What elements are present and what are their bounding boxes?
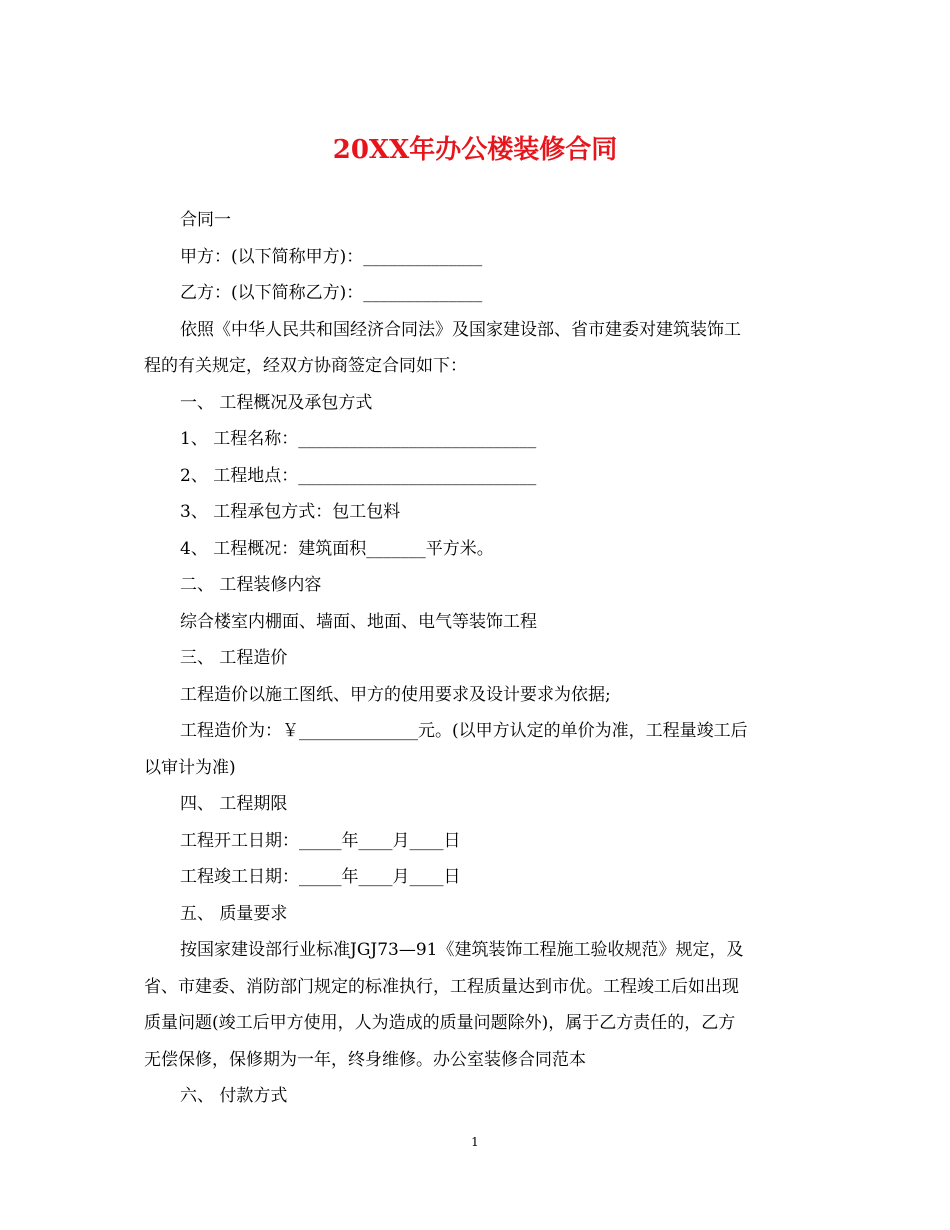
section-heading-cost: 三、 工程造价	[180, 648, 288, 668]
quality-line-4: 无偿保修，保修期为一年，终身维修。办公室装修合同范本	[144, 1049, 586, 1070]
preamble-line-2: 程的有关规定，经双方协商签定合同如下：	[144, 356, 467, 376]
section-heading-content: 二、 工程装修内容	[180, 575, 322, 595]
section-heading-contract-one: 合同一	[180, 210, 231, 230]
cost-amount-line-1: 工程造价为：￥______________元。(以甲方认定的单价为准，工程量竣工后	[180, 721, 748, 741]
project-location-line: 2、 工程地点：____________________________	[180, 465, 537, 486]
party-a-line: 甲方：(以下简称甲方)：______________	[180, 246, 483, 267]
party-b-line: 乙方：(以下简称乙方)：______________	[180, 283, 483, 303]
content-description-line: 综合楼室内棚面、墙面、地面、电气等装饰工程	[180, 611, 537, 632]
preamble-line-1: 依照《中华人民共和国经济合同法》及国家建设部、省市建委对建筑装饰工	[180, 319, 741, 340]
start-date-line: 工程开工日期：_____年____月____日	[180, 830, 461, 851]
section-heading-period: 四、 工程期限	[180, 794, 288, 814]
cost-amount-line-2: 以审计为准)	[144, 757, 236, 778]
quality-line-3: 质量问题(竣工后甲方使用，人为造成的质量问题除外)，属于乙方责任的，乙方	[144, 1013, 736, 1033]
quality-line-2: 省、市建委、消防部门规定的标准执行，工程质量达到市优。工程竣工后如出现	[144, 976, 739, 997]
quality-line-1: 按国家建设部行业标准JGJ73—91《建筑装饰工程施工验收规范》规定，及	[180, 940, 744, 960]
document-title: 20XX年办公楼装修合同	[332, 135, 618, 165]
cost-basis-line: 工程造价以施工图纸、甲方的使用要求及设计要求为依据;	[180, 684, 611, 705]
section-heading-overview: 一、 工程概况及承包方式	[180, 392, 373, 413]
project-name-line: 1、 工程名称：____________________________	[180, 429, 537, 449]
section-heading-payment: 六、 付款方式	[180, 1086, 288, 1106]
contract-mode-line: 3、 工程承包方式：包工包料	[180, 502, 401, 522]
page-number: 1	[471, 1135, 479, 1149]
section-heading-quality: 五、 质量要求	[180, 903, 288, 924]
document-body	[144, 202, 810, 1115]
project-area-line: 4、 工程概况：建筑面积_______平方米。	[180, 538, 494, 559]
completion-date-line: 工程竣工日期：_____年____月____日	[180, 867, 461, 887]
